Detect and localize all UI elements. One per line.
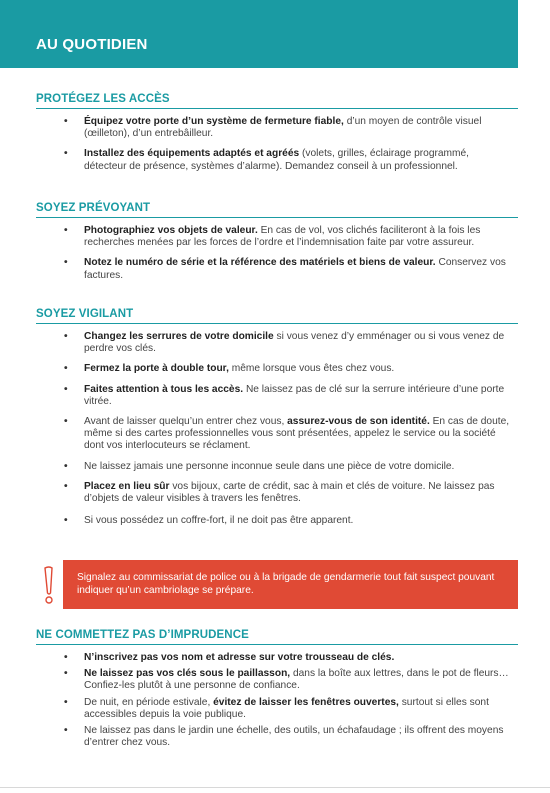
list-item: • Faites attention à tous les accès. Ne laissez pas de clé sur la serrure intérieure d’une porte vitrée. xyxy=(64,384,518,408)
list-item: • Ne laissez pas vos clés sous le paillasson, dans la boîte aux lettres, dans le pot de fleurs… Confiez-les plutôt à une personne de confiance. xyxy=(64,668,518,692)
list-item: • Ne laissez pas dans le jardin une échelle, des outils, un échafaudage ; ils offrent des moyens d’entrer chez vous. xyxy=(64,725,518,749)
list-item: • Avant de laisser quelqu’un entrer chez vous, assurez-vous de son identité. En cas de doute, même si des cartes professionnelles vous sont présentées, appelez le service ou la société dont vos interlocuteurs se réclament. xyxy=(64,416,518,453)
list-item: • Placez en lieu sûr vos bijoux, carte de crédit, sac à main et clés de voiture. Ne laissez pas d’objets de valeur visibles à travers les fenêtres. xyxy=(64,481,518,505)
section-soyez-prevoyant xyxy=(36,202,518,290)
list-item: • Notez le numéro de série et la référence des matériels et biens de valeur. Conservez vos factures. xyxy=(64,257,518,281)
section-proteger-acces xyxy=(36,93,518,181)
list-item: • Photographiez vos objets de valeur. En cas de vol, vos clichés faciliteront à la fois les recherches menées par les forces de l’ordre et l’indemnisation faite par votre assureur. xyxy=(64,225,518,249)
section-soyez-vigilant xyxy=(36,308,518,535)
section-title: SOYEZ VIGILANT xyxy=(36,308,518,324)
list-item: • Équipez votre porte d’un système de fermeture fiable, d’un moyen de contrôle visuel (œilleton), d’un entrebâilleur. xyxy=(64,116,518,140)
header-banner xyxy=(0,0,518,68)
exclamation-icon xyxy=(38,566,60,606)
list-item: • N’inscrivez pas vos nom et adresse sur votre trousseau de clés. xyxy=(64,652,518,664)
alert-callout xyxy=(38,560,518,609)
list-item: • Changez les serrures de votre domicile si vous venez d’y emménager ou si vous venez de perdre vos clés. xyxy=(64,331,518,355)
section-title: PROTÉGEZ LES ACCÈS xyxy=(36,93,518,109)
list-item: • Installez des équipements adaptés et agréés (volets, grilles, éclairage programmé, détecteur de présence, systèmes d’alarme). Demandez conseil à un professionnel. xyxy=(64,148,518,172)
alert-text: Signalez au commissariat de police ou à la brigade de gendarmerie tout fait suspect pouvant indiquer qu’un cambriolage se prépare. xyxy=(63,560,518,609)
page-bottom-divider xyxy=(0,787,550,788)
section-title: NE COMMETTEZ PAS D’IMPRUDENCE xyxy=(36,629,518,645)
list-item: • Ne laissez jamais une personne inconnue seule dans une pièce de votre domicile. xyxy=(64,461,518,473)
list-item: • De nuit, en période estivale, évitez de laisser les fenêtres ouvertes, surtout si elles sont accessibles depuis la voie publique. xyxy=(64,697,518,721)
section-title: SOYEZ PRÉVOYANT xyxy=(36,202,518,218)
list-item: • Si vous possédez un coffre-fort, il ne doit pas être apparent. xyxy=(64,515,518,527)
list-item: • Fermez la porte à double tour, même lorsque vous êtes chez vous. xyxy=(64,363,518,375)
page-title: AU QUOTIDIEN xyxy=(36,36,148,53)
section-imprudence xyxy=(36,629,518,753)
